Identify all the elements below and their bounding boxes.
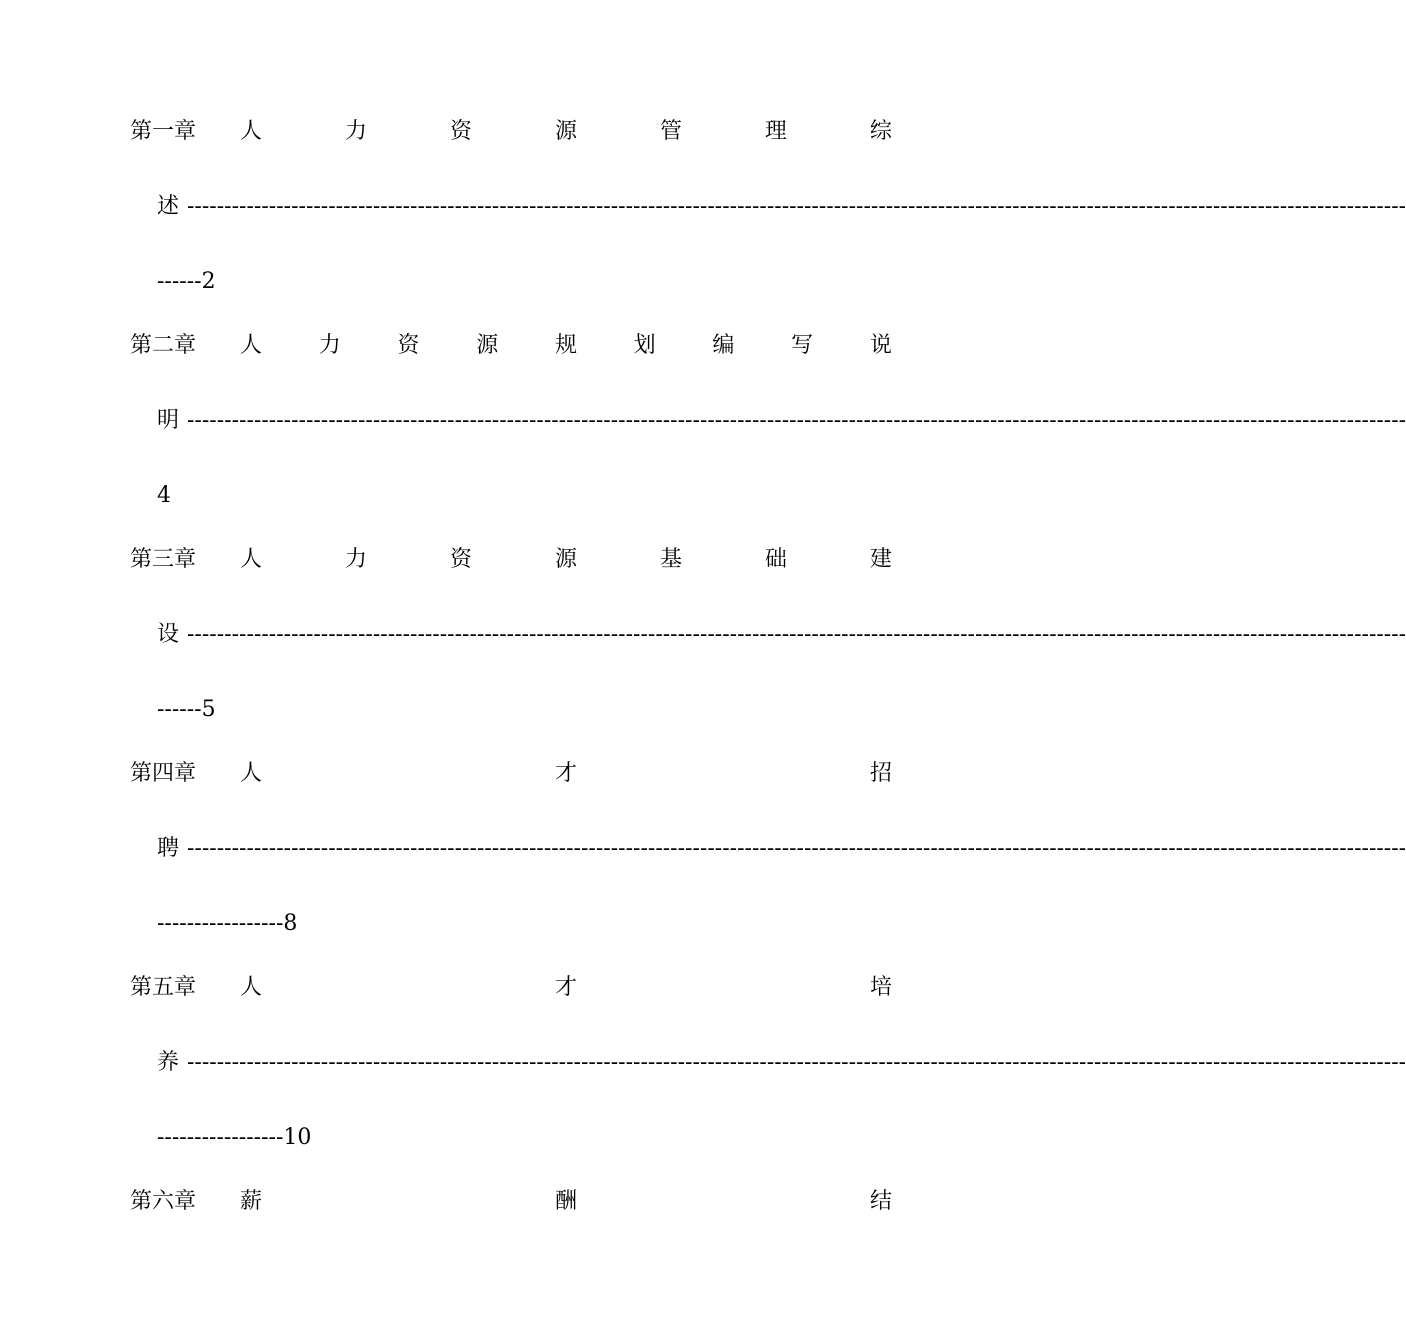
- toc-leader-line: [0, 192, 1406, 222]
- title-char: 源: [476, 333, 499, 358]
- title-char: 规: [554, 333, 577, 358]
- chapter-title: [240, 331, 892, 361]
- toc-page-line: [0, 481, 950, 511]
- toc-title-line: [0, 759, 950, 789]
- chapter-label: 第一章: [130, 119, 197, 144]
- title-char: 管: [659, 119, 682, 144]
- title-char: 综: [869, 119, 892, 144]
- leader-dashes: --------------------------------------------------------------------------------------------------------------------------------------------------------------------: [187, 836, 1406, 861]
- title-continuation: 设: [157, 622, 180, 647]
- title-char: 才: [554, 975, 577, 1000]
- title-char: 人: [240, 547, 263, 572]
- title-char: 源: [554, 547, 577, 572]
- toc-leader-line: [0, 406, 1406, 436]
- title-char: 人: [240, 975, 263, 1000]
- title-char: 资: [397, 333, 420, 358]
- toc-page-line: [0, 695, 950, 725]
- page-number: -----------------10: [157, 1125, 312, 1150]
- title-char: 结: [869, 1189, 892, 1214]
- title-char: 源: [554, 119, 577, 144]
- title-char: 划: [633, 333, 656, 358]
- toc-leader-line: [0, 1048, 1406, 1078]
- title-char: 资: [449, 119, 472, 144]
- toc-leader-line: [0, 620, 1406, 650]
- title-char: 人: [240, 333, 263, 358]
- title-char: 力: [344, 547, 367, 572]
- title-char: 酬: [554, 1189, 577, 1214]
- leader-dashes: --------------------------------------------------------------------------------------------------------------------------------------------------------------------: [187, 1050, 1406, 1075]
- title-continuation: 述: [157, 194, 180, 219]
- title-char: 力: [318, 333, 341, 358]
- toc-page-line: [0, 909, 950, 939]
- chapter-title: [240, 759, 892, 789]
- chapter-label: 第二章: [130, 333, 197, 358]
- chapter-title: [240, 973, 892, 1003]
- chapter-label: 第三章: [130, 547, 197, 572]
- toc-leader-line: [0, 834, 1406, 864]
- leader-dashes: --------------------------------------------------------------------------------------------------------------------------------------------------------------------: [187, 622, 1406, 647]
- toc-title-line: [0, 331, 950, 361]
- title-char: 薪: [240, 1189, 263, 1214]
- toc-title-line: [0, 1187, 950, 1217]
- toc-title-line: [0, 973, 950, 1003]
- page-number: 4: [157, 483, 171, 508]
- toc-title-line: [0, 117, 950, 147]
- page-number: ------2: [157, 269, 216, 294]
- chapter-label: 第四章: [130, 761, 197, 786]
- chapter-label: 第五章: [130, 975, 197, 1000]
- title-char: 人: [240, 761, 263, 786]
- title-char: 资: [449, 547, 472, 572]
- toc-page-line: [0, 1123, 950, 1153]
- toc-page-line: [0, 267, 950, 297]
- toc-title-line: [0, 545, 950, 575]
- title-char: 力: [344, 119, 367, 144]
- page-number: ------5: [157, 697, 216, 722]
- title-continuation: 聘: [157, 836, 180, 861]
- page-number: -----------------8: [157, 911, 298, 936]
- title-char: 培: [869, 975, 892, 1000]
- title-char: 才: [554, 761, 577, 786]
- title-char: 础: [764, 547, 787, 572]
- leader-dashes: --------------------------------------------------------------------------------------------------------------------------------------------------------------------: [187, 408, 1406, 433]
- title-char: 编: [712, 333, 735, 358]
- leader-dashes: --------------------------------------------------------------------------------------------------------------------------------------------------------------------: [187, 194, 1406, 219]
- title-char: 招: [869, 761, 892, 786]
- title-char: 说: [869, 333, 892, 358]
- title-char: 基: [659, 547, 682, 572]
- title-char: 理: [764, 119, 787, 144]
- title-char: 写: [791, 333, 814, 358]
- chapter-title: [240, 117, 892, 147]
- chapter-title: [240, 1187, 892, 1217]
- title-continuation: 明: [157, 408, 180, 433]
- chapter-label: 第六章: [130, 1189, 197, 1214]
- chapter-title: [240, 545, 892, 575]
- title-continuation: 养: [157, 1050, 180, 1075]
- title-char: 人: [240, 119, 263, 144]
- title-char: 建: [869, 547, 892, 572]
